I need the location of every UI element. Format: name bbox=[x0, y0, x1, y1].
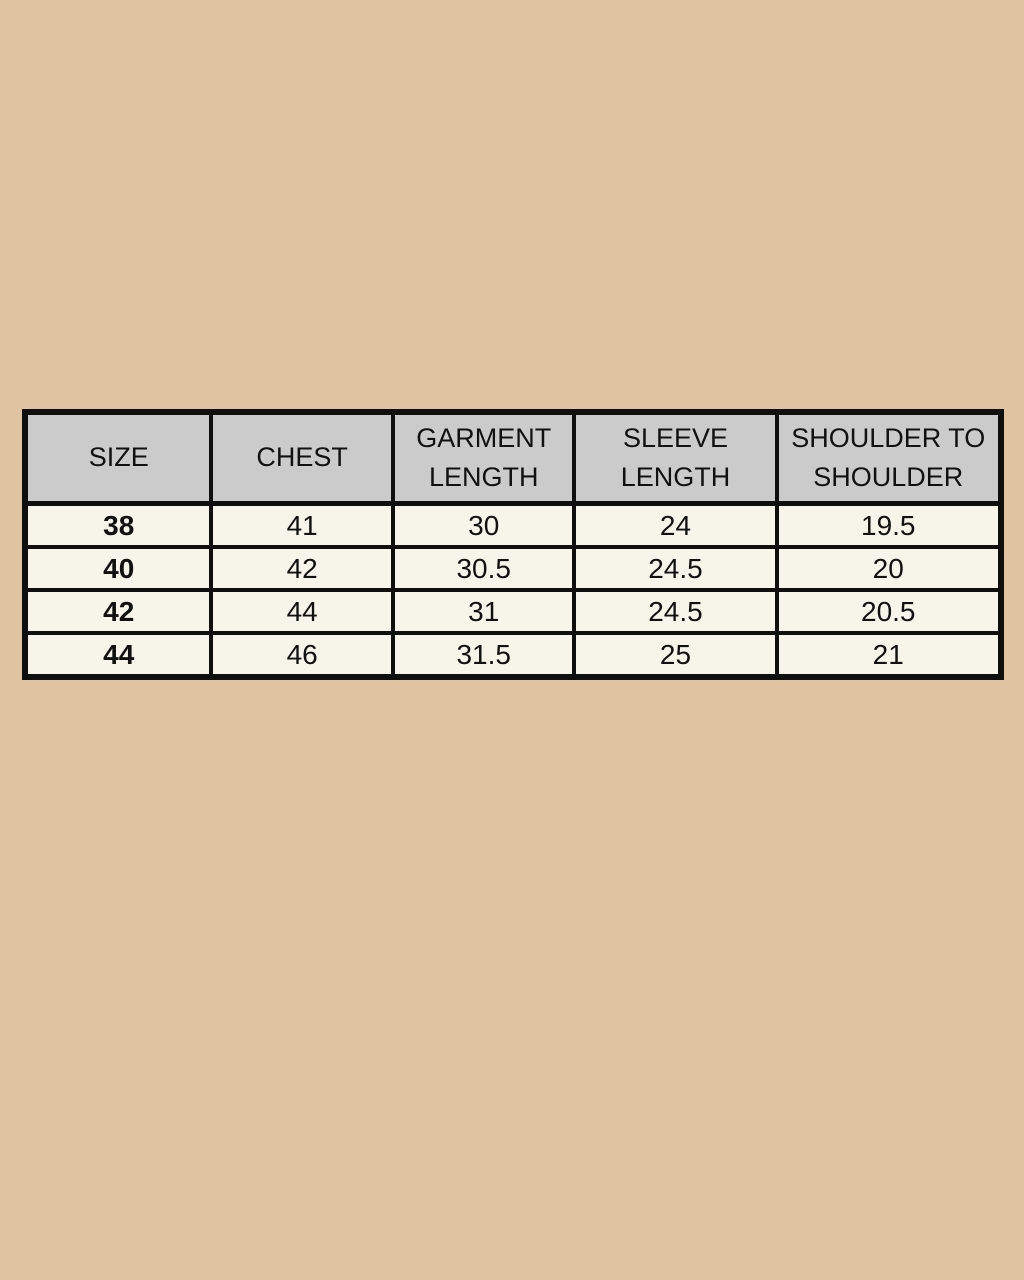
cell-size: 40 bbox=[25, 547, 211, 590]
header-cell-sleeve-length: SLEEVE LENGTH bbox=[574, 412, 776, 504]
header-cell-size: SIZE bbox=[25, 412, 211, 504]
table-row bbox=[25, 504, 1001, 548]
cell-garment-length: 30 bbox=[393, 504, 575, 548]
size-chart-table bbox=[22, 409, 1004, 680]
cell-sleeve-length: 24.5 bbox=[574, 547, 776, 590]
header-cell-garment-length: GARMENT LENGTH bbox=[393, 412, 575, 504]
cell-size: 42 bbox=[25, 590, 211, 633]
table-row bbox=[25, 590, 1001, 633]
size-chart bbox=[22, 409, 1004, 680]
cell-sleeve-length: 25 bbox=[574, 633, 776, 677]
table-row bbox=[25, 547, 1001, 590]
cell-garment-length: 31 bbox=[393, 590, 575, 633]
cell-shoulder-to-shoulder: 19.5 bbox=[777, 504, 1002, 548]
cell-chest: 41 bbox=[211, 504, 393, 548]
cell-shoulder-to-shoulder: 21 bbox=[777, 633, 1002, 677]
header-cell-chest: CHEST bbox=[211, 412, 393, 504]
cell-chest: 44 bbox=[211, 590, 393, 633]
cell-chest: 42 bbox=[211, 547, 393, 590]
cell-garment-length: 30.5 bbox=[393, 547, 575, 590]
cell-chest: 46 bbox=[211, 633, 393, 677]
header-cell-shoulder-to-shoulder: SHOULDER TO SHOULDER bbox=[777, 412, 1002, 504]
cell-shoulder-to-shoulder: 20.5 bbox=[777, 590, 1002, 633]
cell-size: 44 bbox=[25, 633, 211, 677]
cell-size: 38 bbox=[25, 504, 211, 548]
cell-shoulder-to-shoulder: 20 bbox=[777, 547, 1002, 590]
cell-garment-length: 31.5 bbox=[393, 633, 575, 677]
cell-sleeve-length: 24 bbox=[574, 504, 776, 548]
header-row bbox=[25, 412, 1001, 504]
table-row bbox=[25, 633, 1001, 677]
cell-sleeve-length: 24.5 bbox=[574, 590, 776, 633]
